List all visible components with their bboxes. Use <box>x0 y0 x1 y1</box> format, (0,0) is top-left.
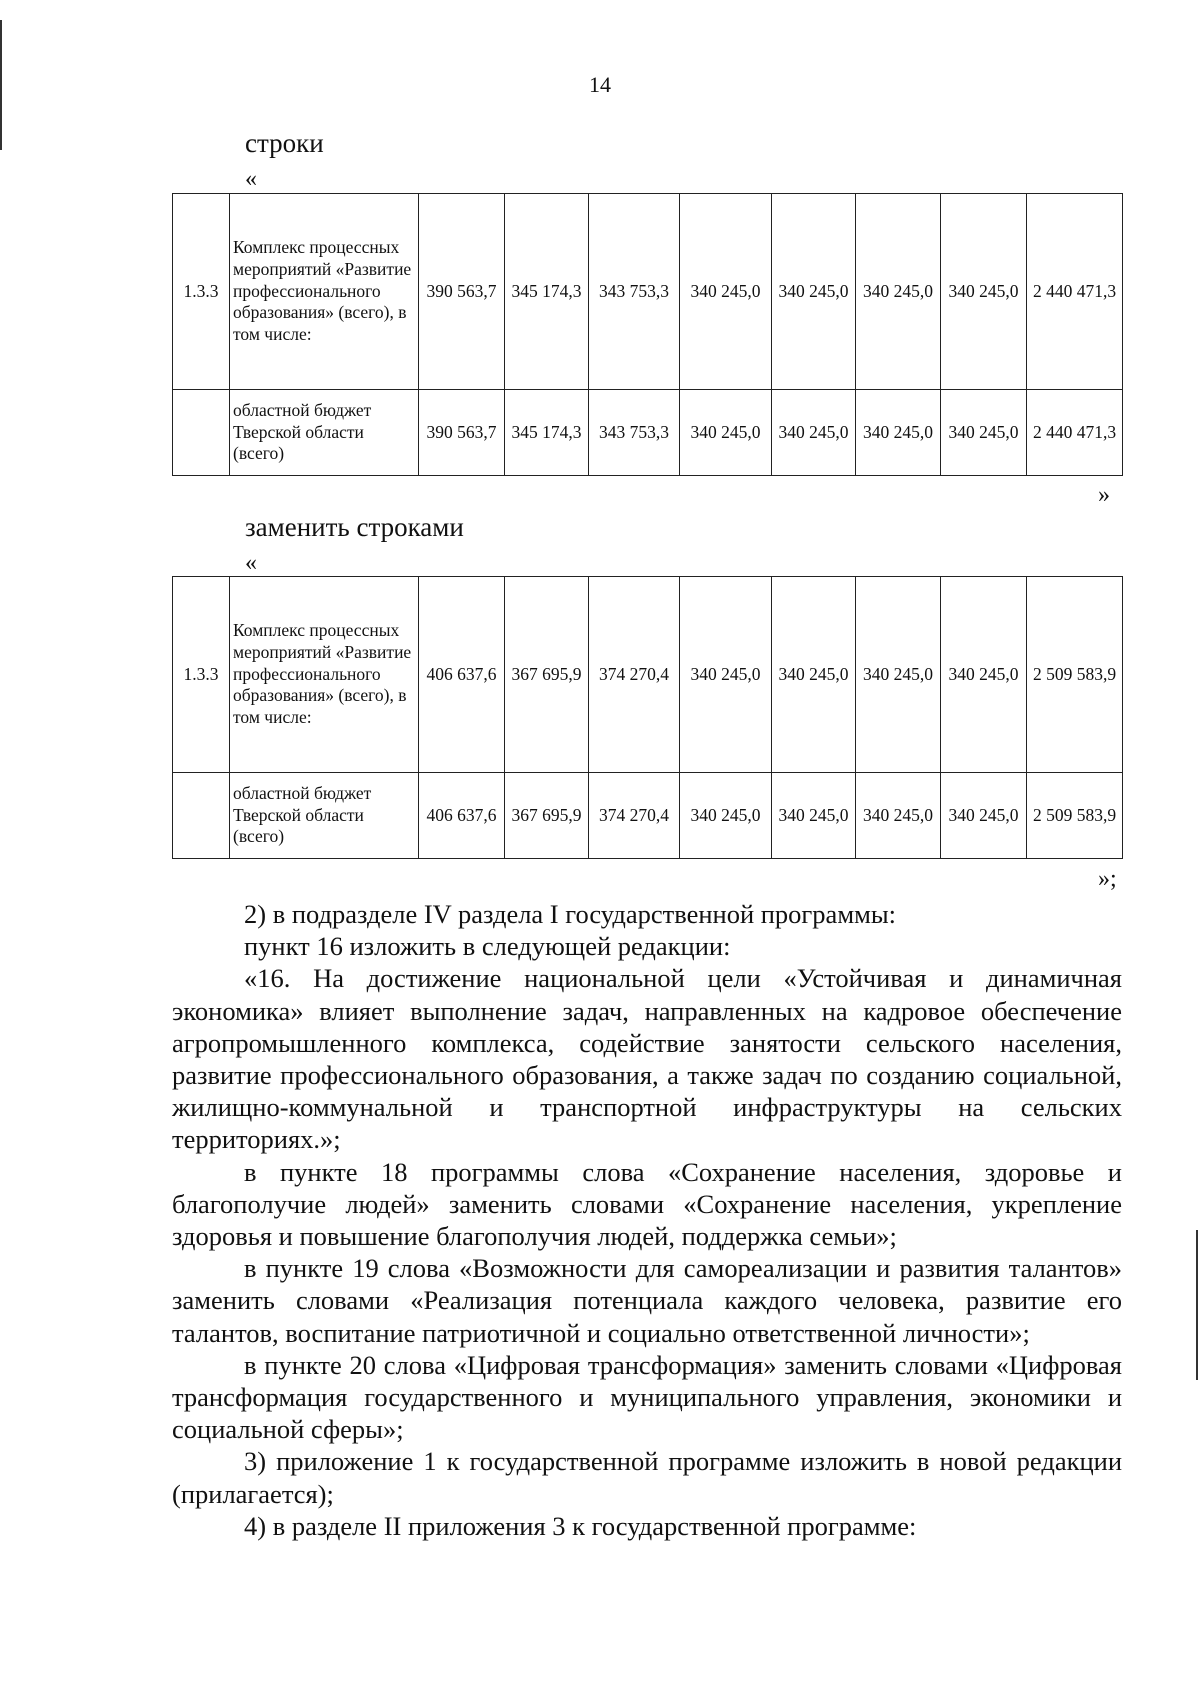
row-code: 1.3.3 <box>173 577 230 773</box>
old-rows-table <box>172 193 1123 476</box>
value-cell: 340 245,0 <box>856 577 941 773</box>
scan-margin-line-right <box>1196 1230 1198 1380</box>
value-cell: 340 245,0 <box>941 390 1027 476</box>
value-cell: 340 245,0 <box>680 773 772 859</box>
value-cell: 340 245,0 <box>856 194 941 390</box>
value-cell: 340 245,0 <box>941 194 1027 390</box>
close-quote-2: »; <box>1098 866 1117 892</box>
row-code: 1.3.3 <box>173 194 230 390</box>
value-cell: 406 637,6 <box>419 577 505 773</box>
value-cell: 345 174,3 <box>505 390 589 476</box>
body-text <box>172 898 1122 1542</box>
value-cell: 343 753,3 <box>589 194 680 390</box>
value-cell: 345 174,3 <box>505 194 589 390</box>
page-number: 14 <box>589 72 611 97</box>
value-cell: 340 245,0 <box>772 577 856 773</box>
row-name: областной бюджет Тверской области (всего) <box>230 390 419 476</box>
label-after: заменить строками <box>245 512 464 542</box>
value-cell: 340 245,0 <box>941 773 1027 859</box>
table-row <box>173 577 1123 773</box>
row-name: Комплекс процессных мероприятий «Развитие профессионального образования» (всего), в том числе: <box>230 194 419 390</box>
table-row <box>173 773 1123 859</box>
total-cell: 2 440 471,3 <box>1027 194 1123 390</box>
value-cell: 406 637,6 <box>419 773 505 859</box>
paragraph: пункт 16 изложить в следующей редакции: <box>244 931 731 962</box>
paragraph: «16. На достижение национальной цели «Устойчивая и динамичная экономика» влияет выполнение задач, направленных на кадровое обеспечение агропромышленного комплекса, содействие занятости сельского населения, развитие профессионального образования, а также задач по созданию социальной, жилищно-коммунальной и транспортной инфраструктуры на сельских территориях.»; <box>172 963 1122 1155</box>
new-rows-table <box>172 576 1123 859</box>
value-cell: 367 695,9 <box>505 773 589 859</box>
value-cell: 340 245,0 <box>772 194 856 390</box>
value-cell: 340 245,0 <box>941 577 1027 773</box>
paragraph: в пункте 19 слова «Возможности для самореализации и развития талантов» заменить словами «Реализация потенциала каждого человека, развитие его талантов, воспитание патриотичной и социально ответственной личности»; <box>172 1253 1122 1348</box>
total-cell: 2 509 583,9 <box>1027 773 1123 859</box>
row-code <box>173 390 230 476</box>
value-cell: 390 563,7 <box>419 194 505 390</box>
value-cell: 340 245,0 <box>856 390 941 476</box>
table-row <box>173 194 1123 390</box>
value-cell: 340 245,0 <box>772 773 856 859</box>
row-name: областной бюджет Тверской области (всего) <box>230 773 419 859</box>
row-code <box>173 773 230 859</box>
value-cell: 340 245,0 <box>772 390 856 476</box>
row-name: Комплекс процессных мероприятий «Развитие профессионального образования» (всего), в том числе: <box>230 577 419 773</box>
total-cell: 2 440 471,3 <box>1027 390 1123 476</box>
total-cell: 2 509 583,9 <box>1027 577 1123 773</box>
value-cell: 343 753,3 <box>589 390 680 476</box>
paragraph: в пункте 18 программы слова «Сохранение населения, здоровье и благополучие людей» заменить словами «Сохранение населения, укрепление здоровья и повышение благополучия людей, поддержка семьи»; <box>172 1156 1122 1252</box>
value-cell: 367 695,9 <box>505 577 589 773</box>
value-cell: 374 270,4 <box>589 773 680 859</box>
value-cell: 340 245,0 <box>856 773 941 859</box>
paragraph: 2) в подразделе IV раздела I государственной программы: <box>244 899 897 929</box>
value-cell: 390 563,7 <box>419 390 505 476</box>
value-cell: 340 245,0 <box>680 577 772 773</box>
paragraph: в пункте 20 слова «Цифровая трансформация» заменить словами «Цифровая трансформация государственного и муниципального управления, экономики и социальной сферы»; <box>172 1349 1122 1445</box>
value-cell: 340 245,0 <box>680 194 772 390</box>
label-before: строки <box>245 128 324 158</box>
open-quote-1: « <box>245 166 257 192</box>
value-cell: 374 270,4 <box>589 577 680 773</box>
paragraph: 3) приложение 1 к государственной программе изложить в новой редакции (прилагается); <box>172 1446 1122 1509</box>
value-cell: 340 245,0 <box>680 390 772 476</box>
paragraph: 4) в разделе II приложения 3 к государственной программе: <box>244 1510 917 1541</box>
open-quote-2: « <box>245 550 257 576</box>
table-row <box>173 390 1123 476</box>
close-quote-1: » <box>1098 482 1110 508</box>
